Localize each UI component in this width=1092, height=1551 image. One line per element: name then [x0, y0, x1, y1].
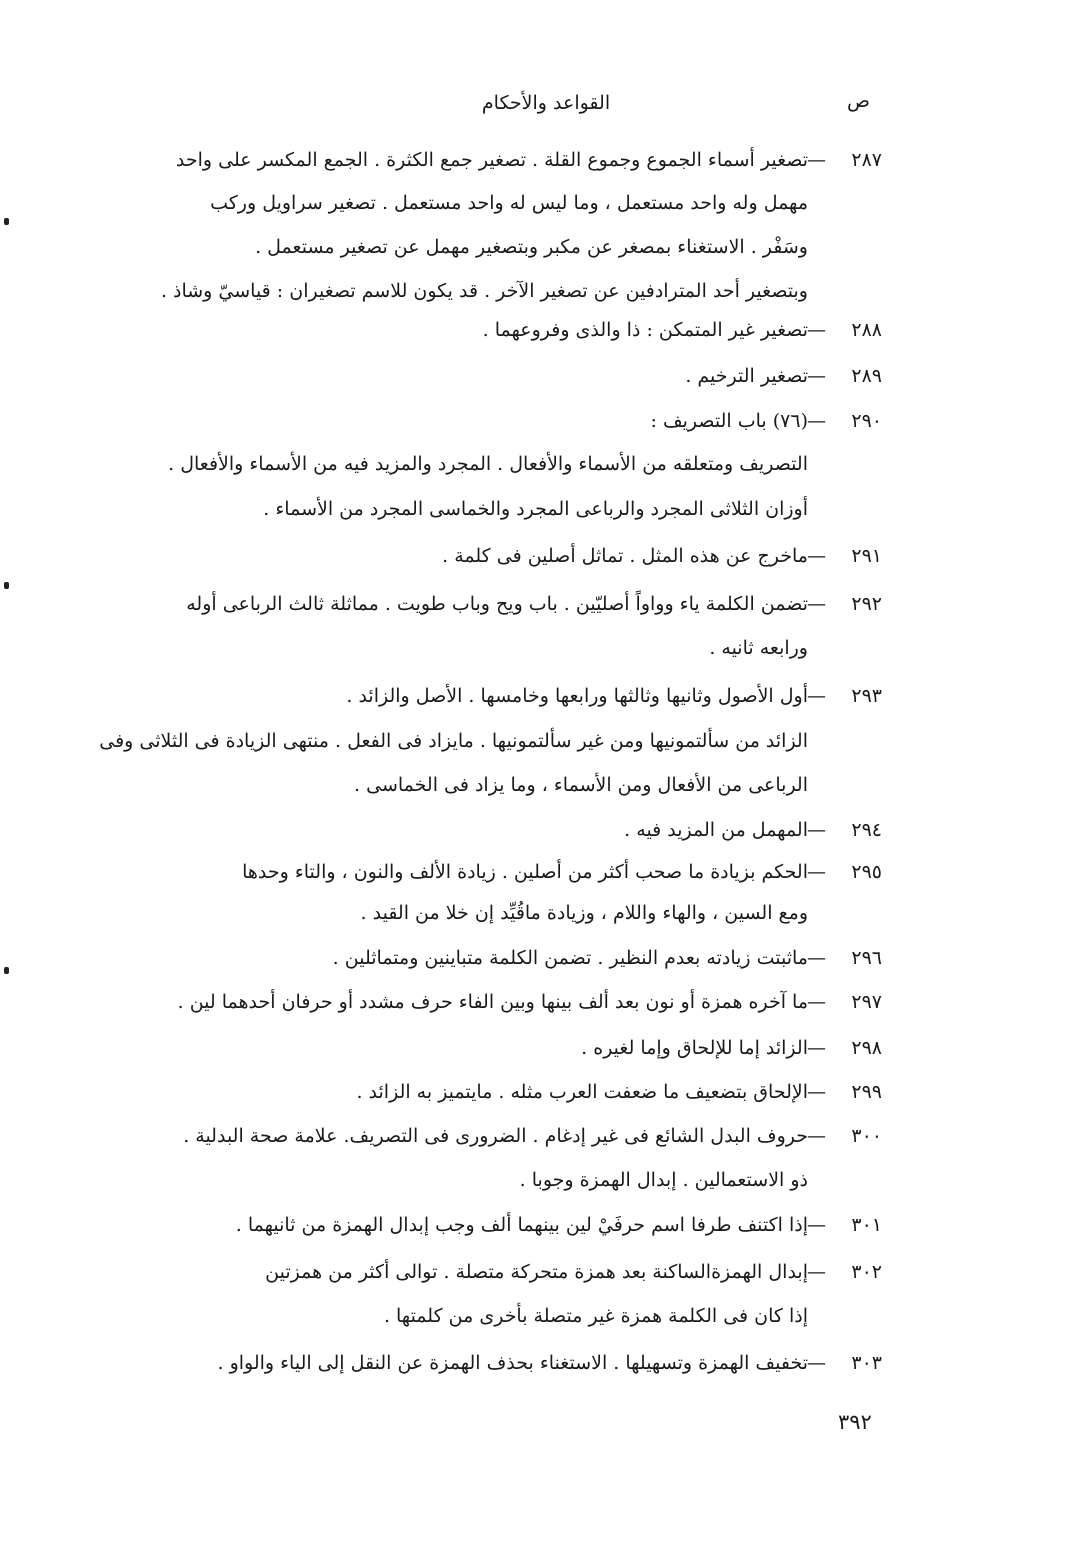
entry-line: ما آخره همزة أو نون بعد ألف بينها وبين الفاء حرف مشدد أو حرفان أحدهما لين . — [177, 991, 808, 1013]
entry-number: ٣٠٠ — [851, 1125, 882, 1147]
entry-dash: — — [807, 819, 826, 841]
entry-line: الزائد من سألتمونيها ومن غير سألتمونيها . مايزاد فى الفعل . منتهى الزيادة فى الثلاثى وفى — [99, 730, 808, 752]
entry-dash: — — [807, 1214, 826, 1236]
entry-dash: — — [807, 545, 826, 567]
header-title: القواعد والأحكام — [481, 92, 611, 114]
entry-dash: — — [807, 319, 826, 341]
entry-dash: — — [807, 1352, 826, 1374]
entry-line: وبتصغير أحد المترادفين عن تصغير الآخر . قد يكون للاسم تصغيران : قياسيّ وشاذ . — [160, 280, 808, 302]
entry-number: ٢٩١ — [851, 545, 882, 567]
page-number: ٣٩٢ — [838, 1410, 872, 1434]
entry-number: ٢٩٠ — [851, 410, 882, 432]
entry-number: ٢٩٧ — [851, 991, 882, 1013]
entry-line: ومع السين ، والهاء واللام ، وزيادة ماقُيِّد إن خلا من القيد . — [360, 902, 808, 924]
entry-line: الرباعى من الأفعال ومن الأسماء ، وما يزاد فى الخماسى . — [354, 774, 808, 796]
entry-dash: — — [807, 1261, 826, 1283]
entry-number: ٣٠٣ — [851, 1352, 882, 1374]
margin-mark — [4, 967, 9, 974]
entry-line: تصغير غير المتمكن : ذا والذى وفروعهما . — [482, 319, 808, 341]
header-column-label: ص — [847, 90, 870, 112]
entry-dash: — — [807, 365, 826, 387]
entry-line: إذا اكتنف طرفا اسم حرفَيْ لين بينهما ألف وجب إبدال الهمزة من ثانيهما . — [235, 1214, 808, 1236]
entry-line: الزائد إما للإلحاق وإما لغيره . — [581, 1037, 808, 1059]
entry-line: أول الأصول وثانيها وثالثها ورابعها وخامسها . الأصل والزائد . — [346, 685, 808, 707]
entry-number: ٢٨٩ — [851, 365, 882, 387]
entry-number: ٢٨٨ — [851, 319, 882, 341]
entry-dash: — — [807, 1081, 826, 1103]
entry-line: تصغير أسماء الجموع وجموع القلة . تصغير جمع الكثرة . الجمع المكسر على واحد — [175, 149, 808, 171]
entry-line: تضمن الكلمة ياء وواواً أصليّين . باب ويح وباب طويت . مماثلة ثالث الرباعى أوله — [186, 593, 808, 615]
entry-dash: — — [807, 947, 826, 969]
entry-line: وسَفْر . الاستغناء بمصغر عن مكبر وبتصغير مهمل عن تصغير مستعمل . — [255, 236, 808, 258]
entry-line: ماخرج عن هذه المثل . تماثل أصلين فى كلمة . — [442, 545, 808, 567]
entry-dash: — — [807, 685, 826, 707]
entry-line: الإلحاق بتضعيف ما ضعفت العرب مثله . مايتميز به الزائد . — [356, 1081, 808, 1103]
entry-line: ورابعه ثانيه . — [709, 637, 808, 659]
entry-line: إذا كان فى الكلمة همزة غير متصلة بأخرى من كلمتها . — [383, 1305, 808, 1327]
entry-line: مهمل وله واحد مستعمل ، وما ليس له واحد مستعمل . تصغير سراويل وركب — [210, 192, 808, 214]
entry-number: ٣٠١ — [851, 1214, 882, 1236]
entry-number: ٢٩٥ — [851, 861, 882, 883]
margin-mark — [4, 582, 9, 589]
entry-line: حروف البدل الشائع فى غير إدغام . الضرورى فى التصريف. علامة صحة البدلية . — [183, 1125, 808, 1147]
entry-number: ٢٩٢ — [851, 593, 882, 615]
entry-dash: — — [807, 991, 826, 1013]
entry-number: ٣٠٢ — [851, 1261, 882, 1283]
entry-number: ٢٩٦ — [851, 947, 882, 969]
entry-line: تخفيف الهمزة وتسهيلها . الاستغناء بحذف الهمزة عن النقل إلى الياء والواو . — [217, 1352, 808, 1374]
entry-dash: — — [807, 410, 826, 432]
entry-line: التصريف ومتعلقه من الأسماء والأفعال . المجرد والمزيد فيه من الأسماء والأفعال . — [168, 453, 808, 475]
entry-number: ٢٩٣ — [851, 685, 882, 707]
margin-mark — [4, 218, 9, 225]
entry-line: إبدال الهمزةالساكنة بعد همزة متحركة متصلة . توالى أكثر من همزتين — [265, 1261, 808, 1283]
entry-line: ذو الاستعمالين . إبدال الهمزة وجوبا . — [519, 1169, 808, 1191]
entry-line: المهمل من المزيد فيه . — [624, 819, 808, 841]
entry-line: أوزان الثلاثى المجرد والرباعى المجرد والخماسى المجرد من الأسماء . — [263, 498, 808, 520]
entry-number: ٢٨٧ — [851, 149, 882, 171]
entry-dash: — — [807, 861, 826, 883]
entry-number: ٢٩٩ — [851, 1081, 882, 1103]
entry-line: الحكم بزيادة ما صحب أكثر من أصلين . زيادة الألف والنون ، والتاء وحدها — [242, 861, 808, 883]
entry-number: ٢٩٤ — [851, 819, 882, 841]
entry-dash: — — [807, 593, 826, 615]
entry-dash: — — [807, 1037, 826, 1059]
entry-line: (٧٦) باب التصريف : — [650, 410, 808, 432]
entry-dash: — — [807, 1125, 826, 1147]
entry-line: تصغير الترخيم . — [685, 365, 808, 387]
entry-dash: — — [807, 149, 826, 171]
entry-number: ٢٩٨ — [851, 1037, 882, 1059]
entry-line: ماثبتت زيادته بعدم النظير . تضمن الكلمة متباينين ومتماثلين . — [332, 947, 808, 969]
